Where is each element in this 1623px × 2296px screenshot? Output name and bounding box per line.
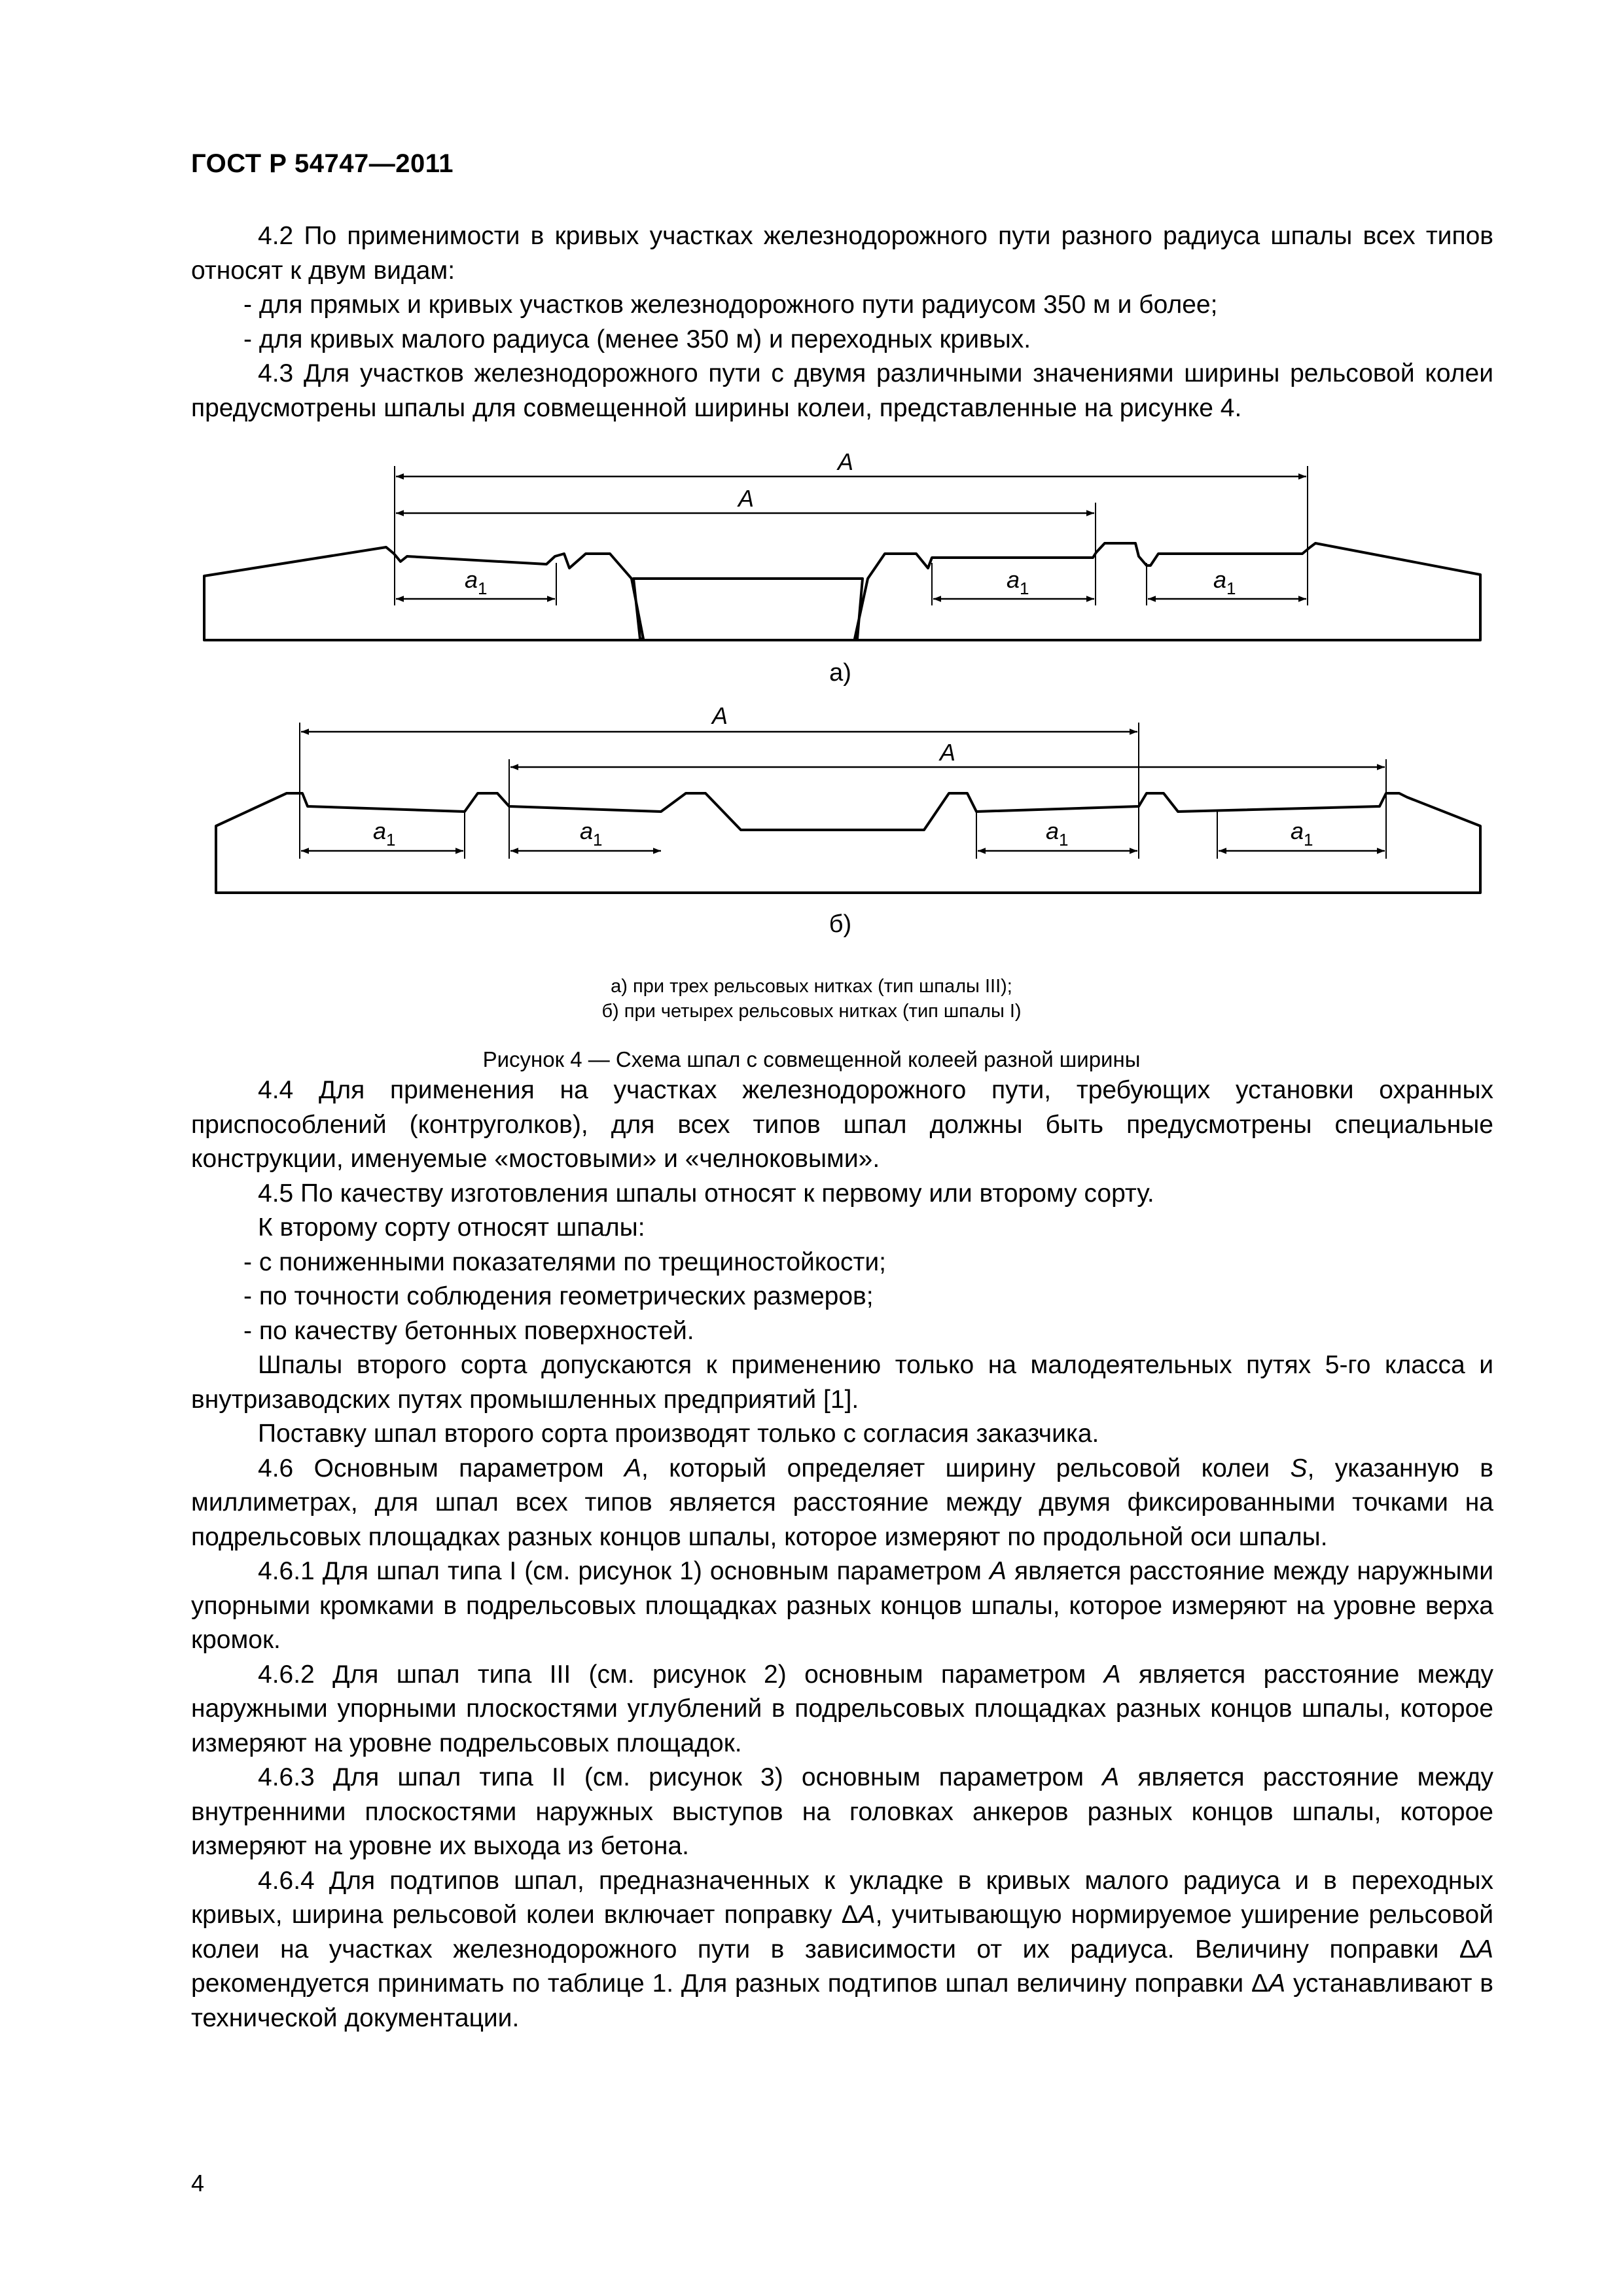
dimension-label-a-outer: A [837, 448, 854, 475]
sleeper-a-outline [204, 543, 1480, 640]
sub-dimension-label: $a_1$ [1046, 817, 1069, 850]
sleeper-b-labels [373, 702, 1313, 938]
paragraph: 4.3 Для участков железнодорожного пути с двумя различными значениями ширины рельсовой колеи предусмотрены шпалы для совмещенной ширины колеи, представленные на рисунке 4. [191, 359, 1493, 422]
subfigure-label-b: б) [829, 910, 852, 938]
paragraph: К второму сорту относят шпалы: [258, 1213, 645, 1242]
page-number: 4 [191, 2170, 205, 2197]
sub-dimension-label: $a_1$ [465, 566, 488, 598]
paragraph: 4.4 Для применения на участках железнодорожного пути, требующих установки охранных приспособлений (контруголков), для всех типов шпал должны быть предусмотрены специальные конструкции, именуемые «мостовыми» и «челноковыми». [191, 1076, 1493, 1173]
list-item: - с пониженными показателями по трещиностойкости; [243, 1247, 886, 1276]
legend-line-b: б) при четырех рельсовых нитках (тип шпалы I) [601, 1001, 1022, 1022]
paragraph: 4.5 По качеству изготовления шпалы относят к первому или второму сорту. [258, 1179, 1154, 1208]
paragraph: Поставку шпал второго сорта производят только с согласия заказчика. [258, 1420, 1099, 1448]
dimension-label-b-inner: A [939, 739, 956, 766]
sleeper-a-labels [465, 448, 1236, 687]
legend-line-a: а) при трех рельсовых нитках (тип шпалы III); [611, 976, 1012, 997]
sub-dimension-label: $a_1$ [1213, 566, 1236, 598]
list-item: - по качеству бетонных поверхностей. [243, 1316, 694, 1345]
paragraph: 4.6.3 Для шпал типа II (см. рисунок 3) основным параметром А является расстояние между внутренними плоскостями наружных выступов на головках анкеров разных концов шпалы, которое измеряют на уровне их выхода из бетона. [191, 1763, 1493, 1860]
subfigure-label-a: а) [829, 659, 851, 687]
list-item: - для прямых и кривых участков железнодорожного пути радиусом 350 м и более; [243, 291, 1218, 319]
figure-4 [0, 0, 1623, 1113]
dimension-label-a-inner: A [738, 485, 755, 512]
standard-header: ГОСТ Р 54747—2011 [191, 149, 454, 178]
paragraph: 4.2 По применимости в кривых участках железнодорожного пути разного радиуса шпалы всех типов относят к двум видам: [191, 222, 1493, 285]
list-item: - по точности соблюдения геометрических размеров; [243, 1282, 874, 1310]
sub-dimension-label: $a_1$ [1291, 817, 1313, 850]
dimension-label-b-outer: A [711, 702, 728, 729]
figure-caption: Рисунок 4 — Схема шпал с совмещенной колеей разной ширины [482, 1047, 1141, 1071]
paragraph: 4.6.1 Для шпал типа I (см. рисунок 1) основным параметром А является расстояние между наружными упорными кромками в подрельсовых площадках разных концов шпалы, которое измеряют на уровне верха кромок. [191, 1557, 1493, 1654]
sleeper-b-dimension-lines [301, 732, 1385, 851]
paragraph: Шпалы второго сорта допускаются к применению только на малодеятельных путях 5-го класса и внутризаводских путях промышленных предприятий [1]. [191, 1351, 1493, 1414]
sleeper-a-extension-lines [395, 466, 1308, 605]
sleeper-a-dimension-lines [396, 476, 1306, 599]
paragraph: 4.6.2 Для шпал типа III (см. рисунок 2) основным параметром А является расстояние между наружными упорными плоскостями углублений в подрельсовых площадках разных концов шпалы, которое измеряют на уровне подрельсовых площадок. [191, 1660, 1494, 1757]
paragraph: 4.6 Основным параметром А, который определяет ширину рельсовой колеи S, указанную в миллиметрах, для шпал всех типов является расстояние между двумя фиксированными точками на подрельсовых площадках разных концов шпалы, которое измеряют по продольной оси шпалы. [191, 1454, 1493, 1551]
paragraph: 4.6.4 Для подтипов шпал, предназначенных к укладке в кривых малого радиуса и в переходных кривых, ширина рельсовой колеи включает поправку ΔА, учитывающую нормируемое уширение рельсовой колеи на участках железнодорожного пути в зависимости от их радиуса. Величину поправки ΔА рекомендуется принимать по таблице 1. Для разных подтипов шпал величину поправки ΔА устанавливают в технической документации. [191, 1866, 1493, 2032]
sub-dimension-label: $a_1$ [580, 817, 603, 850]
sleeper-b-extension-lines [300, 723, 1386, 859]
figure-legend [0, 974, 1623, 1024]
text-block-lower [191, 1073, 1493, 2036]
sub-dimension-label: $a_1$ [1007, 566, 1029, 598]
sub-dimension-label: $a_1$ [373, 817, 396, 850]
list-item: - для кривых малого радиуса (менее 350 м) и переходных кривых. [243, 325, 1031, 353]
